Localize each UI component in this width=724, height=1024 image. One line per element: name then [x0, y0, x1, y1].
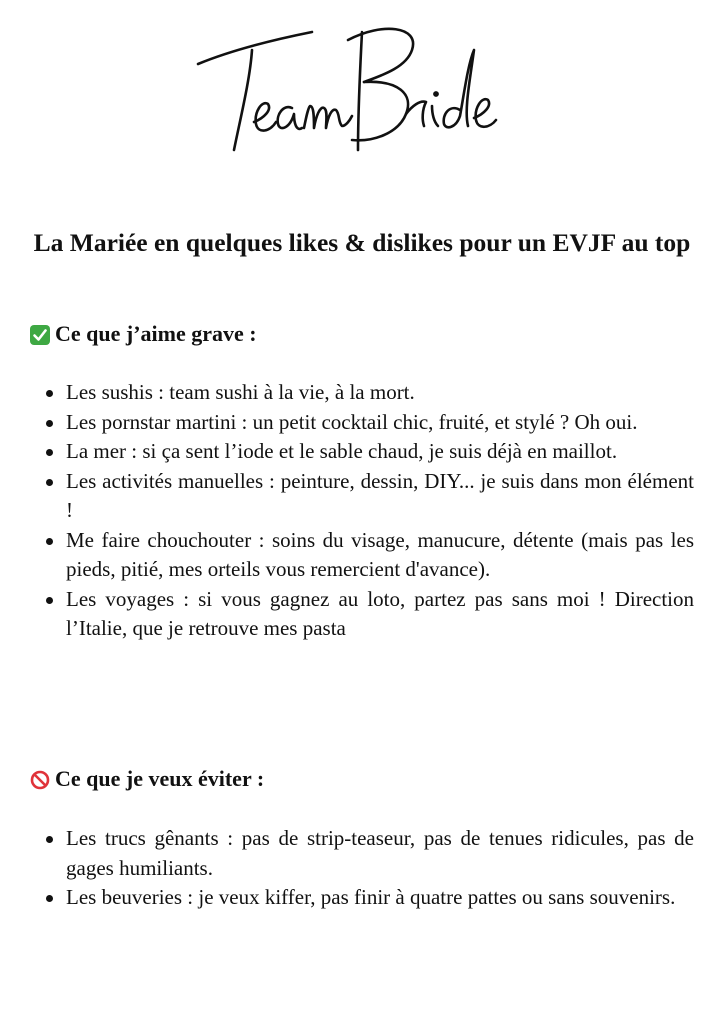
team-bride-logo	[0, 10, 724, 180]
likes-list	[30, 378, 694, 644]
list-item: Les voyages : si vous gagnez au loto, partez pas sans moi ! Direction l’Italie, que je retrouve mes pasta	[66, 585, 694, 644]
list-item: Les sushis : team sushi à la vie, à la mort.	[66, 378, 694, 408]
page-subtitle: La Mariée en quelques likes & dislikes pour un EVJF au top	[33, 228, 691, 257]
check-mark-icon	[30, 324, 50, 344]
dislikes-heading	[30, 765, 264, 793]
list-item: Me faire chouchouter : soins du visage, manucure, détente (mais pas les pieds, pitié, mes orteils vous remercient d'avance).	[66, 526, 694, 585]
likes-heading-text: Ce que j’aime grave :	[55, 321, 257, 346]
dislikes-list	[30, 824, 694, 913]
list-item: Les pornstar martini : un petit cocktail chic, fruité, et stylé ? Oh oui.	[66, 408, 694, 438]
prohibited-icon	[30, 769, 50, 789]
likes-heading	[30, 320, 257, 348]
list-item: Les activités manuelles : peinture, dessin, DIY... je suis dans mon élément !	[66, 467, 694, 526]
list-item: Les beuveries : je veux kiffer, pas finir à quatre pattes ou sans souvenirs.	[66, 883, 694, 913]
dislikes-heading-text: Ce que je veux éviter :	[55, 766, 265, 791]
team-bride-script-mark	[192, 10, 532, 175]
list-item: Les trucs gênants : pas de strip-teaseur, pas de tenues ridicules, pas de gages humiliants.	[66, 824, 694, 883]
list-item: La mer : si ça sent l’iode et le sable chaud, je suis déjà en maillot.	[66, 437, 694, 467]
